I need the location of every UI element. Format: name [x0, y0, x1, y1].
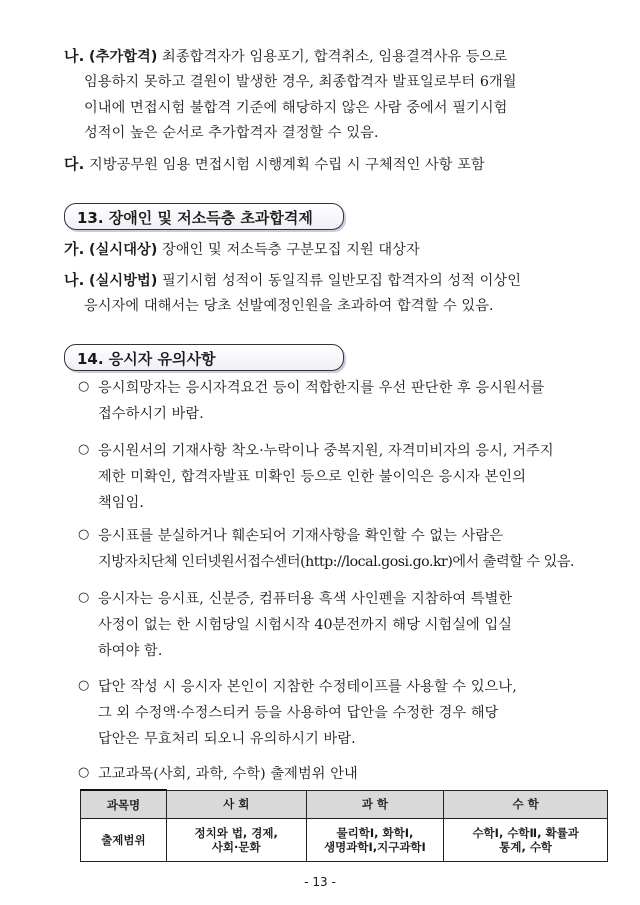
cell-line: 생명과학Ⅰ,지구과학Ⅰ — [324, 840, 426, 854]
table-header-cell: 과 학 — [306, 790, 444, 819]
bullet-circle: ○ — [78, 442, 90, 457]
item-da — [64, 153, 485, 174]
section-title: 13. 장애인 및 저소득층 초과합격제 — [77, 209, 313, 227]
table-header-cell: 사 회 — [166, 790, 306, 819]
note-line: 답안 작성 시 응시자 본인이 지참한 수정테이프를 사용할 수 있으나, — [98, 679, 517, 695]
item-heading: (실시방법) — [89, 273, 158, 289]
note-line: 하여야 함. — [98, 643, 163, 659]
note-line: 응시표를 분실하거나 훼손되어 기재사항을 확인할 수 없는 사람은 — [98, 528, 504, 544]
note-line: 응시희망자는 응시자격요건 등이 적합한지를 우선 판단한 후 응시원서를 — [98, 380, 545, 396]
bullet-circle: ○ — [78, 678, 90, 693]
page-number: - 13 - — [304, 875, 336, 889]
item-text-line: 임용하지 못하고 결원이 발생한 경우, 최종합격자 발표일로부터 6개월 — [84, 74, 517, 90]
table-header-cell: 수 학 — [444, 790, 608, 819]
table-row — [81, 819, 608, 862]
table-cell — [166, 819, 306, 862]
note-line: 응시자는 응시표, 신분증, 컴퓨터용 흑색 사인펜을 지참하여 특별한 — [98, 591, 513, 607]
table-cell — [306, 819, 444, 862]
section-heading-13 — [64, 203, 344, 230]
section-title: 14. 응시자 유의사항 — [77, 350, 216, 368]
item-marker: 다. — [64, 155, 85, 173]
bullet-circle: ○ — [78, 379, 90, 394]
item-marker: 나. — [64, 271, 85, 289]
item-text: 필기시험 성적이 동일직류 일반모집 합격자의 성적 이상인 — [162, 273, 522, 289]
note-line: 책임임. — [98, 495, 145, 511]
note-line: 지방자치단체 인터넷원서접수센터(http://local.gosi.go.kr)에서 출력할 수 있음. — [98, 554, 575, 570]
item-marker: 나. — [64, 47, 85, 65]
table-row-label: 출제범위 — [81, 819, 167, 862]
table-header-cell: 과목명 — [81, 790, 167, 819]
item-marker: 가. — [64, 240, 85, 258]
section13-item-ga — [64, 238, 420, 259]
cell-line: 정치와 법, 경제, — [194, 826, 278, 840]
item-text: 최종합격자가 임용포기, 합격취소, 임용결격사유 등으로 — [162, 49, 508, 65]
note-line: 고교과목(사회, 과학, 수학) 출제범위 안내 — [98, 766, 358, 782]
bullet-circle: ○ — [78, 527, 90, 542]
item-text-line: 응시자에 대해서는 당초 선발예정인원을 초과하여 합격할 수 있음. — [84, 298, 494, 314]
item-text-line: 성적이 높은 순서로 추가합격자 결정할 수 있음. — [84, 125, 379, 141]
item-heading: (추가합격) — [89, 49, 158, 65]
table-header-row — [81, 790, 608, 819]
cell-line: 사회·문화 — [211, 840, 261, 854]
item-na-first-line — [64, 45, 507, 66]
note-line: 제한 미확인, 합격자발표 미확인 등으로 인한 불이익은 응시자 본인의 — [98, 469, 527, 485]
cell-line: 물리학Ⅰ, 화학Ⅰ, — [336, 826, 414, 840]
item-heading: (실시대상) — [89, 242, 158, 258]
item-text-line: 이내에 면접시험 불합격 기준에 해당하지 않은 사람 중에서 필기시험 — [84, 100, 508, 116]
note-line: 응시원서의 기재사항 착오·누락이나 중복지원, 자격미비자의 응시, 거주지 — [98, 443, 554, 459]
item-text: 지방공무원 임용 면접시험 시행계획 수립 시 구체적인 사항 포함 — [89, 157, 485, 173]
bullet-circle: ○ — [78, 590, 90, 605]
cell-line: 수학Ⅰ, 수학Ⅱ, 확률과 — [472, 826, 579, 840]
section13-item-na — [64, 269, 521, 290]
bullet-circle: ○ — [78, 765, 90, 780]
note-line: 답안은 무효처리 되오니 유의하시기 바람. — [98, 731, 356, 747]
table-cell — [444, 819, 608, 862]
note-line: 접수하시기 바람. — [98, 406, 204, 422]
note-line: 그 외 수정액·수정스티커 등을 사용하여 답안을 수정한 경우 해당 — [98, 705, 499, 721]
cell-line: 통계, 수학 — [499, 840, 553, 854]
note-line: 사정이 없는 한 시험당일 시험시작 40분전까지 해당 시험실에 입실 — [98, 617, 513, 633]
item-text: 장애인 및 저소득층 구분모집 지원 대상자 — [162, 242, 420, 258]
exam-scope-table — [80, 789, 608, 862]
section-heading-14 — [64, 344, 344, 371]
